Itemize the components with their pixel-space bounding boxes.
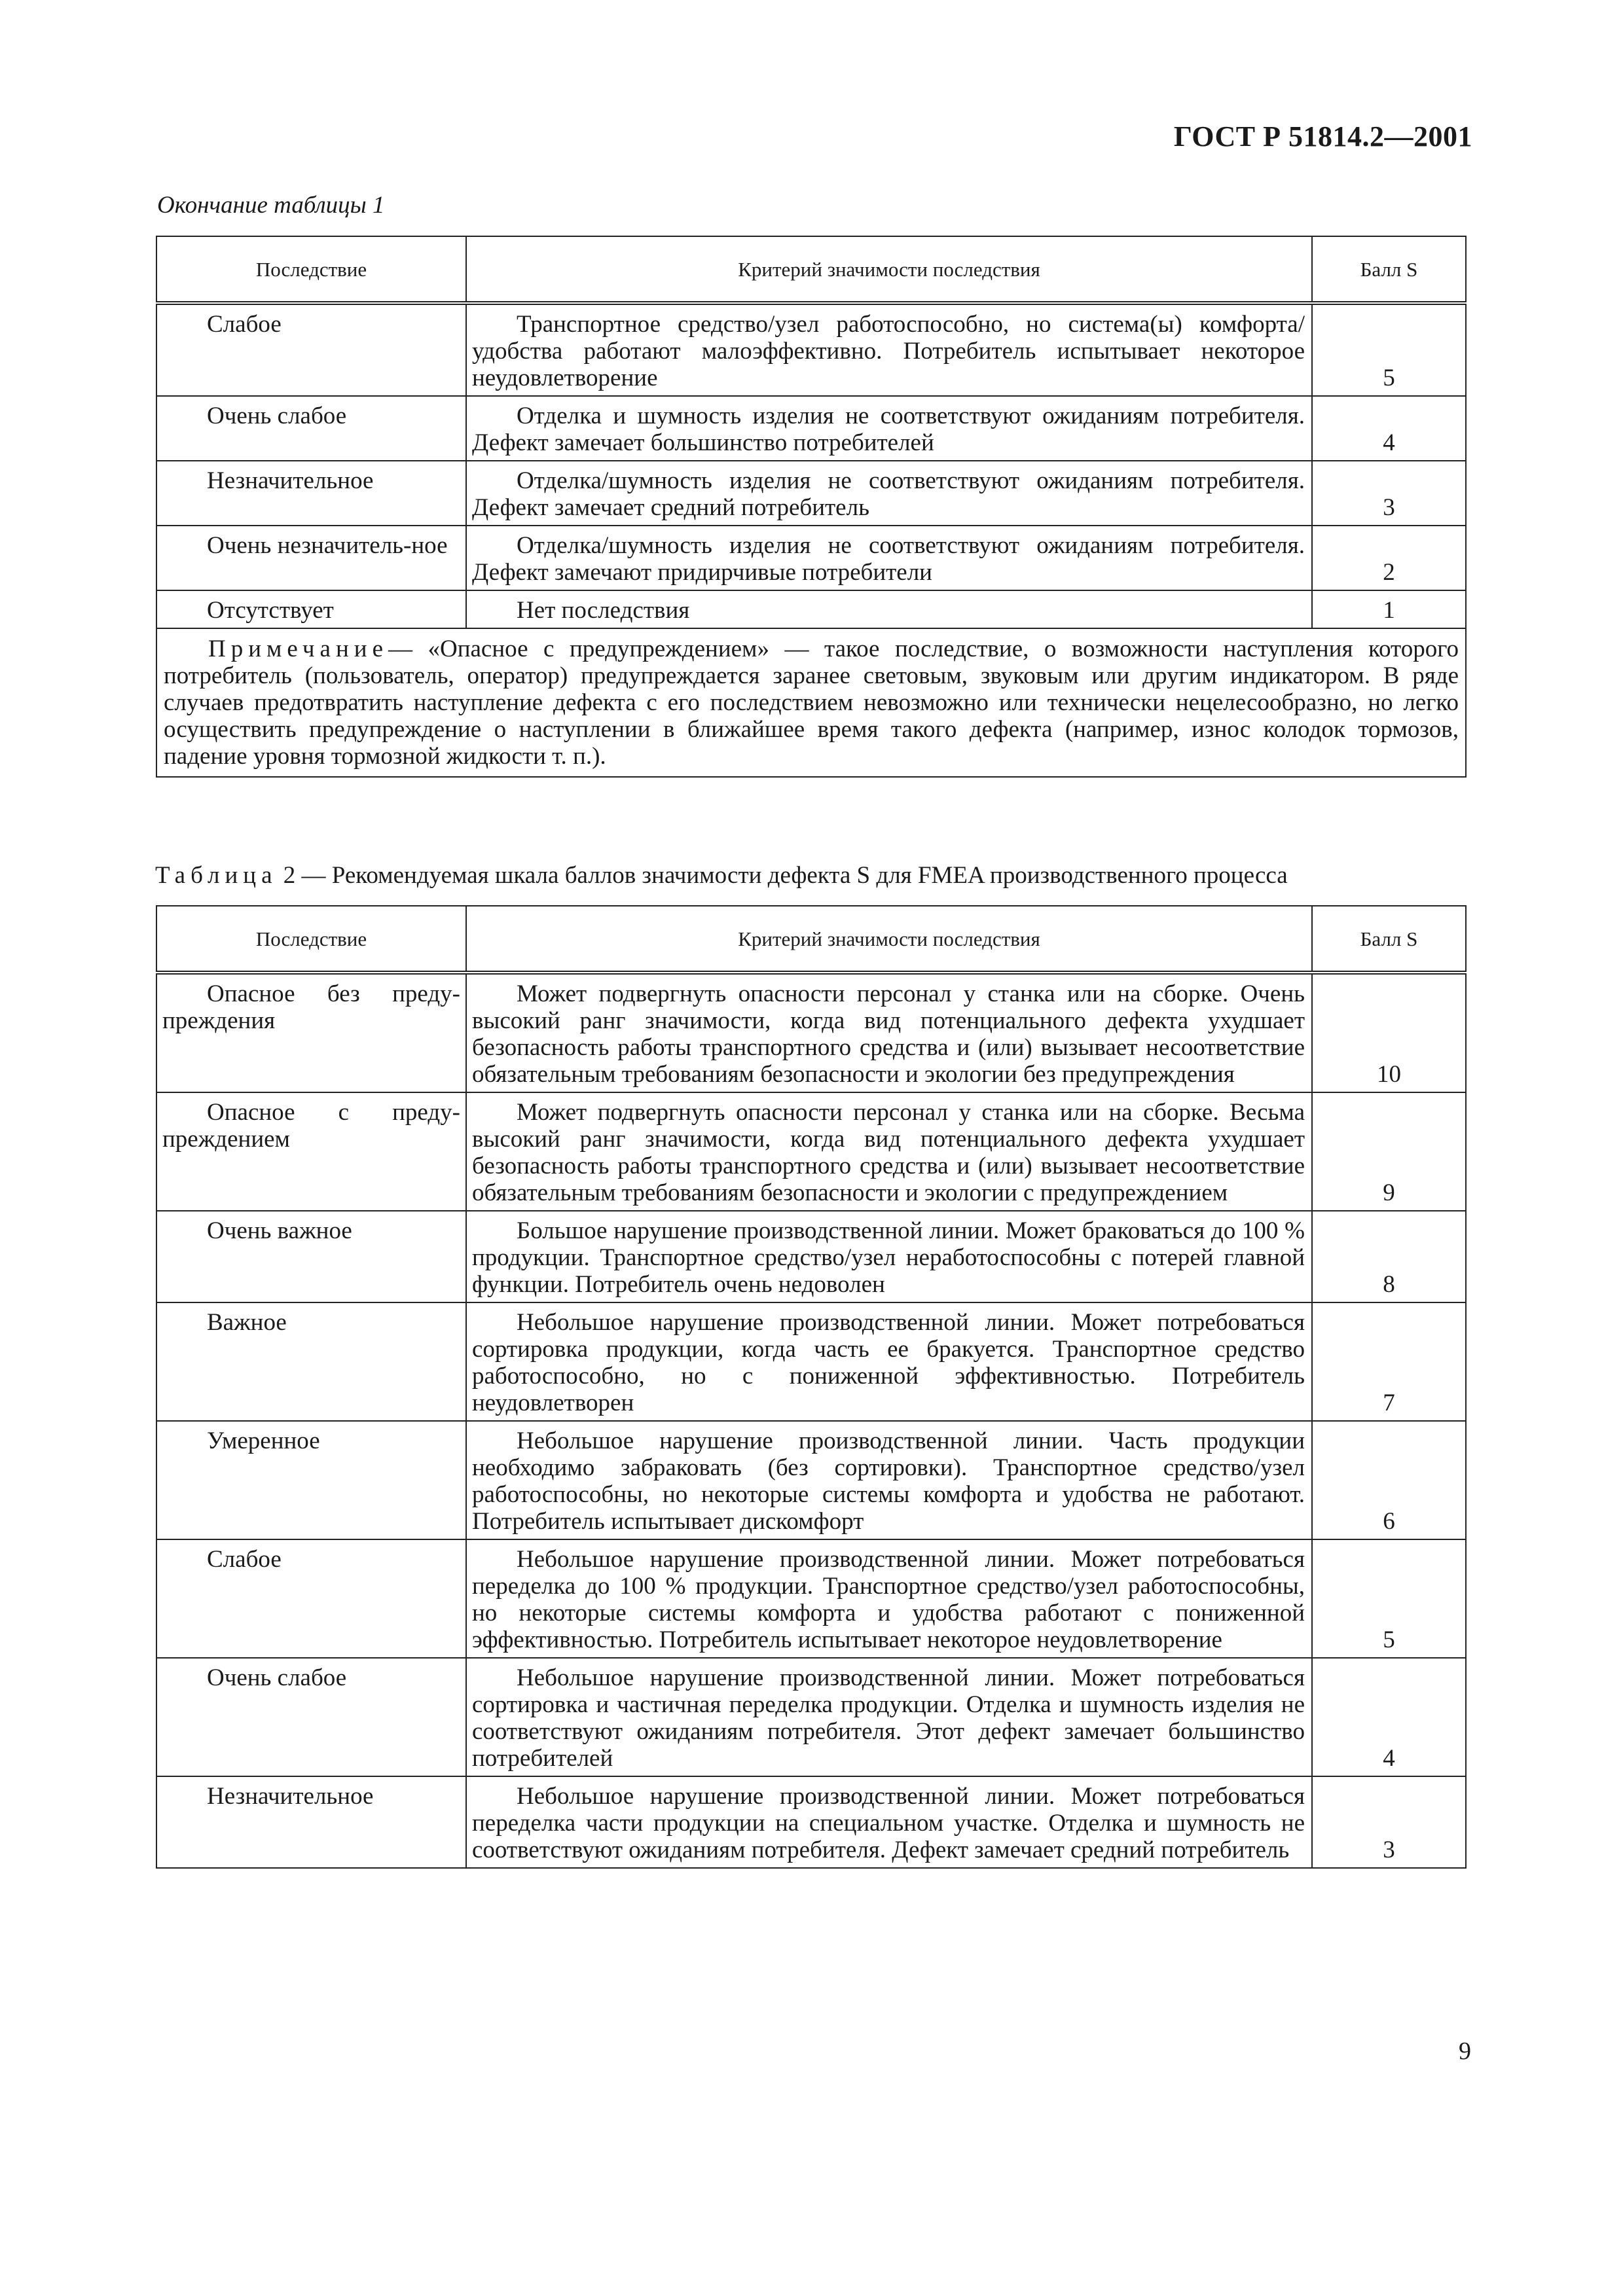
column-header: Последствие xyxy=(156,236,466,303)
table2-caption xyxy=(155,861,1288,889)
table1-header-row xyxy=(156,236,1466,303)
column-header: Последствие xyxy=(156,906,466,973)
criterion-cell: Небольшое нарушение производственной линии. Может потребоваться переделка до 100 % продукции. Транспортное средство/узел работоспособны, но некоторые системы комфорта и удобства работают с пониженной эффективностью. Потребитель испытывает некоторое неудовлетворение xyxy=(466,1539,1312,1658)
consequence-cell: Очень незначитель-ное xyxy=(156,526,466,590)
criterion-cell: Может подвергнуть опасности персонал у станка или на сборке. Весьма высокий ранг значимости, когда вид потенциального дефекта ухудшает безопасность работы транспортного средства и (или) вызывает несоответствие обязательным требованиям безопасности и экологии с предупреждением xyxy=(466,1092,1312,1211)
column-header: Критерий значимости последствия xyxy=(466,236,1312,303)
score-cell: 3 xyxy=(1312,461,1466,526)
score-cell: 1 xyxy=(1312,590,1466,628)
table-row xyxy=(156,973,1466,1092)
score-cell: 3 xyxy=(1312,1776,1466,1868)
score-cell: 7 xyxy=(1312,1302,1466,1421)
score-cell: 2 xyxy=(1312,526,1466,590)
consequence-cell: Умеренное xyxy=(156,1421,466,1539)
page-number: 9 xyxy=(1459,2037,1471,2065)
table2-header-row xyxy=(156,906,1466,973)
table1 xyxy=(156,236,1467,778)
table2-caption-label: Таблица xyxy=(155,862,278,889)
criterion-cell: Небольшое нарушение производственной линии. Может потребоваться сортировка продукции, когда часть ее бракуется. Транспортное средство работоспособно, но с пониженной эффективностью. Потребитель неудовлетворен xyxy=(466,1302,1312,1421)
note-label: Примечание xyxy=(208,636,388,662)
criterion-cell: Может подвергнуть опасности персонал у станка или на сборке. Очень высокий ранг значимости, когда вид потенциального дефекта ухудшает безопасность работы транспортного средства и (или) вызывает несоответствие обязательным требованиям безопасности и экологии без предупреждения xyxy=(466,973,1312,1092)
score-cell: 5 xyxy=(1312,1539,1466,1658)
consequence-cell: Незначительное xyxy=(156,461,466,526)
criterion-cell: Отделка и шумность изделия не соответствуют ожиданиям потребителя. Дефект замечает большинство потребителей xyxy=(466,396,1312,461)
score-cell: 4 xyxy=(1312,1658,1466,1776)
criterion-cell: Нет последствия xyxy=(466,590,1312,628)
consequence-cell: Опасное с преду-преждением xyxy=(156,1092,466,1211)
column-header: Балл S xyxy=(1312,906,1466,973)
score-cell: 9 xyxy=(1312,1092,1466,1211)
table-row xyxy=(156,590,1466,628)
criterion-cell: Небольшое нарушение производственной линии. Может потребоваться сортировка и частичная переделка продукции. Отделка и шумность изделия не соответствуют ожиданиям потребителя. Этот дефект замечает большинство потребителей xyxy=(466,1658,1312,1776)
table-row xyxy=(156,1211,1466,1302)
consequence-cell: Незначительное xyxy=(156,1776,466,1868)
score-cell: 6 xyxy=(1312,1421,1466,1539)
table-row xyxy=(156,461,1466,526)
criterion-cell: Отделка/шумность изделия не соответствуют ожиданиям потребителя. Дефект замечают придирчивые потребители xyxy=(466,526,1312,590)
document-header: ГОСТ Р 51814.2—2001 xyxy=(1173,120,1472,152)
table2-caption-text: 2 — Рекомендуемая шкала баллов значимости дефекта S для FMEA производственного процесса xyxy=(283,862,1288,889)
score-cell: 4 xyxy=(1312,396,1466,461)
table1-continuation-label: Окончание таблицы 1 xyxy=(157,192,385,219)
table-row xyxy=(156,1658,1466,1776)
table-row xyxy=(156,1776,1466,1868)
table2 xyxy=(156,905,1467,1869)
criterion-cell: Большое нарушение производственной линии. Может браковаться до 100 % продукции. Транспортное средство/узел неработоспособны с потерей главной функции. Потребитель очень недоволен xyxy=(466,1211,1312,1302)
consequence-cell: Очень важное xyxy=(156,1211,466,1302)
table-row xyxy=(156,1539,1466,1658)
criterion-cell: Транспортное средство/узел работоспособно, но система(ы) комфорта/удобства работают малоэффективно. Потребитель испытывает некоторое неудовлетворение xyxy=(466,303,1312,396)
consequence-cell: Очень слабое xyxy=(156,1658,466,1776)
consequence-cell: Важное xyxy=(156,1302,466,1421)
table-row xyxy=(156,396,1466,461)
table1-note xyxy=(156,628,1466,777)
criterion-cell: Небольшое нарушение производственной линии. Может потребоваться переделка части продукции на специальном участке. Отделка и шумность не соответствуют ожиданиям потребителя. Дефект замечает средний потребитель xyxy=(466,1776,1312,1868)
score-cell: 5 xyxy=(1312,303,1466,396)
consequence-cell: Отсутствует xyxy=(156,590,466,628)
column-header: Балл S xyxy=(1312,236,1466,303)
table-row xyxy=(156,526,1466,590)
consequence-cell: Слабое xyxy=(156,1539,466,1658)
consequence-cell: Очень слабое xyxy=(156,396,466,461)
table1-note-row xyxy=(156,628,1466,777)
criterion-cell: Отделка/шумность изделия не соответствуют ожиданиям потребителя. Дефект замечает средний потребитель xyxy=(466,461,1312,526)
table-row xyxy=(156,303,1466,396)
note-text: — «Опасное с предупреждением» — такое последствие, о возможности наступления которого потребитель (пользователь, оператор) предупреждается заранее световым, звуковым или другим индикатором. В ряде случаев предотвратить наступление дефекта с его последствием невозможно или технически нецелесообразно, но легко осуществить предупреждение о наступлении в ближайшее время такого дефекта (например, износ колодок тормозов, падение уровня тормозной жидкости т. п.). xyxy=(164,636,1459,770)
table-row xyxy=(156,1092,1466,1211)
score-cell: 10 xyxy=(1312,973,1466,1092)
column-header: Критерий значимости последствия xyxy=(466,906,1312,973)
table-row xyxy=(156,1421,1466,1539)
score-cell: 8 xyxy=(1312,1211,1466,1302)
consequence-cell: Слабое xyxy=(156,303,466,396)
consequence-cell: Опасное без преду-преждения xyxy=(156,973,466,1092)
table-row xyxy=(156,1302,1466,1421)
criterion-cell: Небольшое нарушение производственной линии. Часть продукции необходимо забраковать (без сортировки). Транспортное средство/узел работоспособны, но некоторые системы комфорта и удобства не работают. Потребитель испытывает дискомфорт xyxy=(466,1421,1312,1539)
